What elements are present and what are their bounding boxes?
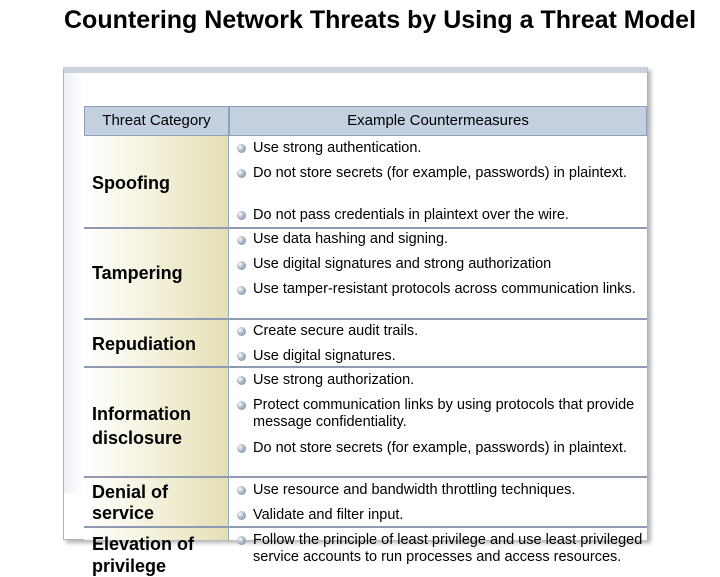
bullet-icon xyxy=(237,401,246,410)
table-row-elevation-countermeasures xyxy=(229,528,647,565)
bullet-icon xyxy=(237,327,246,336)
countermeasure-item: Use tamper-resistant protocols across communication links. xyxy=(253,281,636,297)
category-label: Elevation of privilege xyxy=(92,534,195,576)
table-row-repudiation-category xyxy=(84,320,229,368)
bullet-icon xyxy=(237,236,246,245)
category-label: Repudiation xyxy=(92,334,196,354)
countermeasure-item: Use digital signatures and strong authorization xyxy=(253,256,552,272)
countermeasure-item: Protect communication links by using protocols that provide message confidentiality. xyxy=(253,397,635,430)
countermeasure-item: Use strong authorization. xyxy=(253,372,415,388)
countermeasure-item: Do not pass credentials in plaintext over the wire. xyxy=(253,207,569,223)
category-label: Tampering xyxy=(92,263,183,283)
bullet-icon xyxy=(237,286,246,295)
countermeasure-item: Create secure audit trails. xyxy=(253,323,419,339)
countermeasure-item: Do not store secrets (for example, passwords) in plaintext. xyxy=(253,165,627,181)
table-row-tampering-category xyxy=(84,229,229,320)
bullet-icon xyxy=(237,211,246,220)
table-row-information-disclosure-category xyxy=(84,368,229,478)
table-row-denial-of-service-category xyxy=(84,478,229,528)
bullet-icon xyxy=(237,486,246,495)
bullet-icon xyxy=(237,376,246,385)
bullet-icon xyxy=(237,536,246,545)
bullet-icon xyxy=(237,169,246,178)
category-label: Denial of service xyxy=(92,482,169,523)
category-label: Information disclosure xyxy=(92,404,191,448)
bullet-icon xyxy=(237,261,246,270)
countermeasure-item: Use digital signatures. xyxy=(253,348,396,364)
slide-title: Countering Network Threats by Using a Threat Model xyxy=(64,6,697,34)
frame-shade xyxy=(64,73,84,493)
countermeasure-item: Use strong authentication. xyxy=(253,140,422,156)
table-row-spoofing-category xyxy=(84,136,229,229)
bullet-icon xyxy=(237,352,246,361)
bullet-icon xyxy=(237,144,246,153)
bullet-icon xyxy=(237,444,246,453)
bullet-icon xyxy=(237,511,246,520)
countermeasure-item: Do not store secrets (for example, passwords) in plaintext. xyxy=(253,440,627,456)
column-header-countermeasures: Example Countermeasures xyxy=(229,106,647,136)
table-row-elevation-category xyxy=(84,528,229,576)
countermeasure-item: Use resource and bandwidth throttling techniques. xyxy=(253,482,576,498)
countermeasure-item: Validate and filter input. xyxy=(253,507,404,523)
countermeasure-item: Follow the principle of least privilege and use least privileged service accounts to run processes and access resources. xyxy=(253,532,643,565)
category-label: Spoofing xyxy=(92,173,170,193)
countermeasure-item: Use data hashing and signing. xyxy=(253,231,449,247)
column-header-threat-category: Threat Category xyxy=(84,106,229,136)
